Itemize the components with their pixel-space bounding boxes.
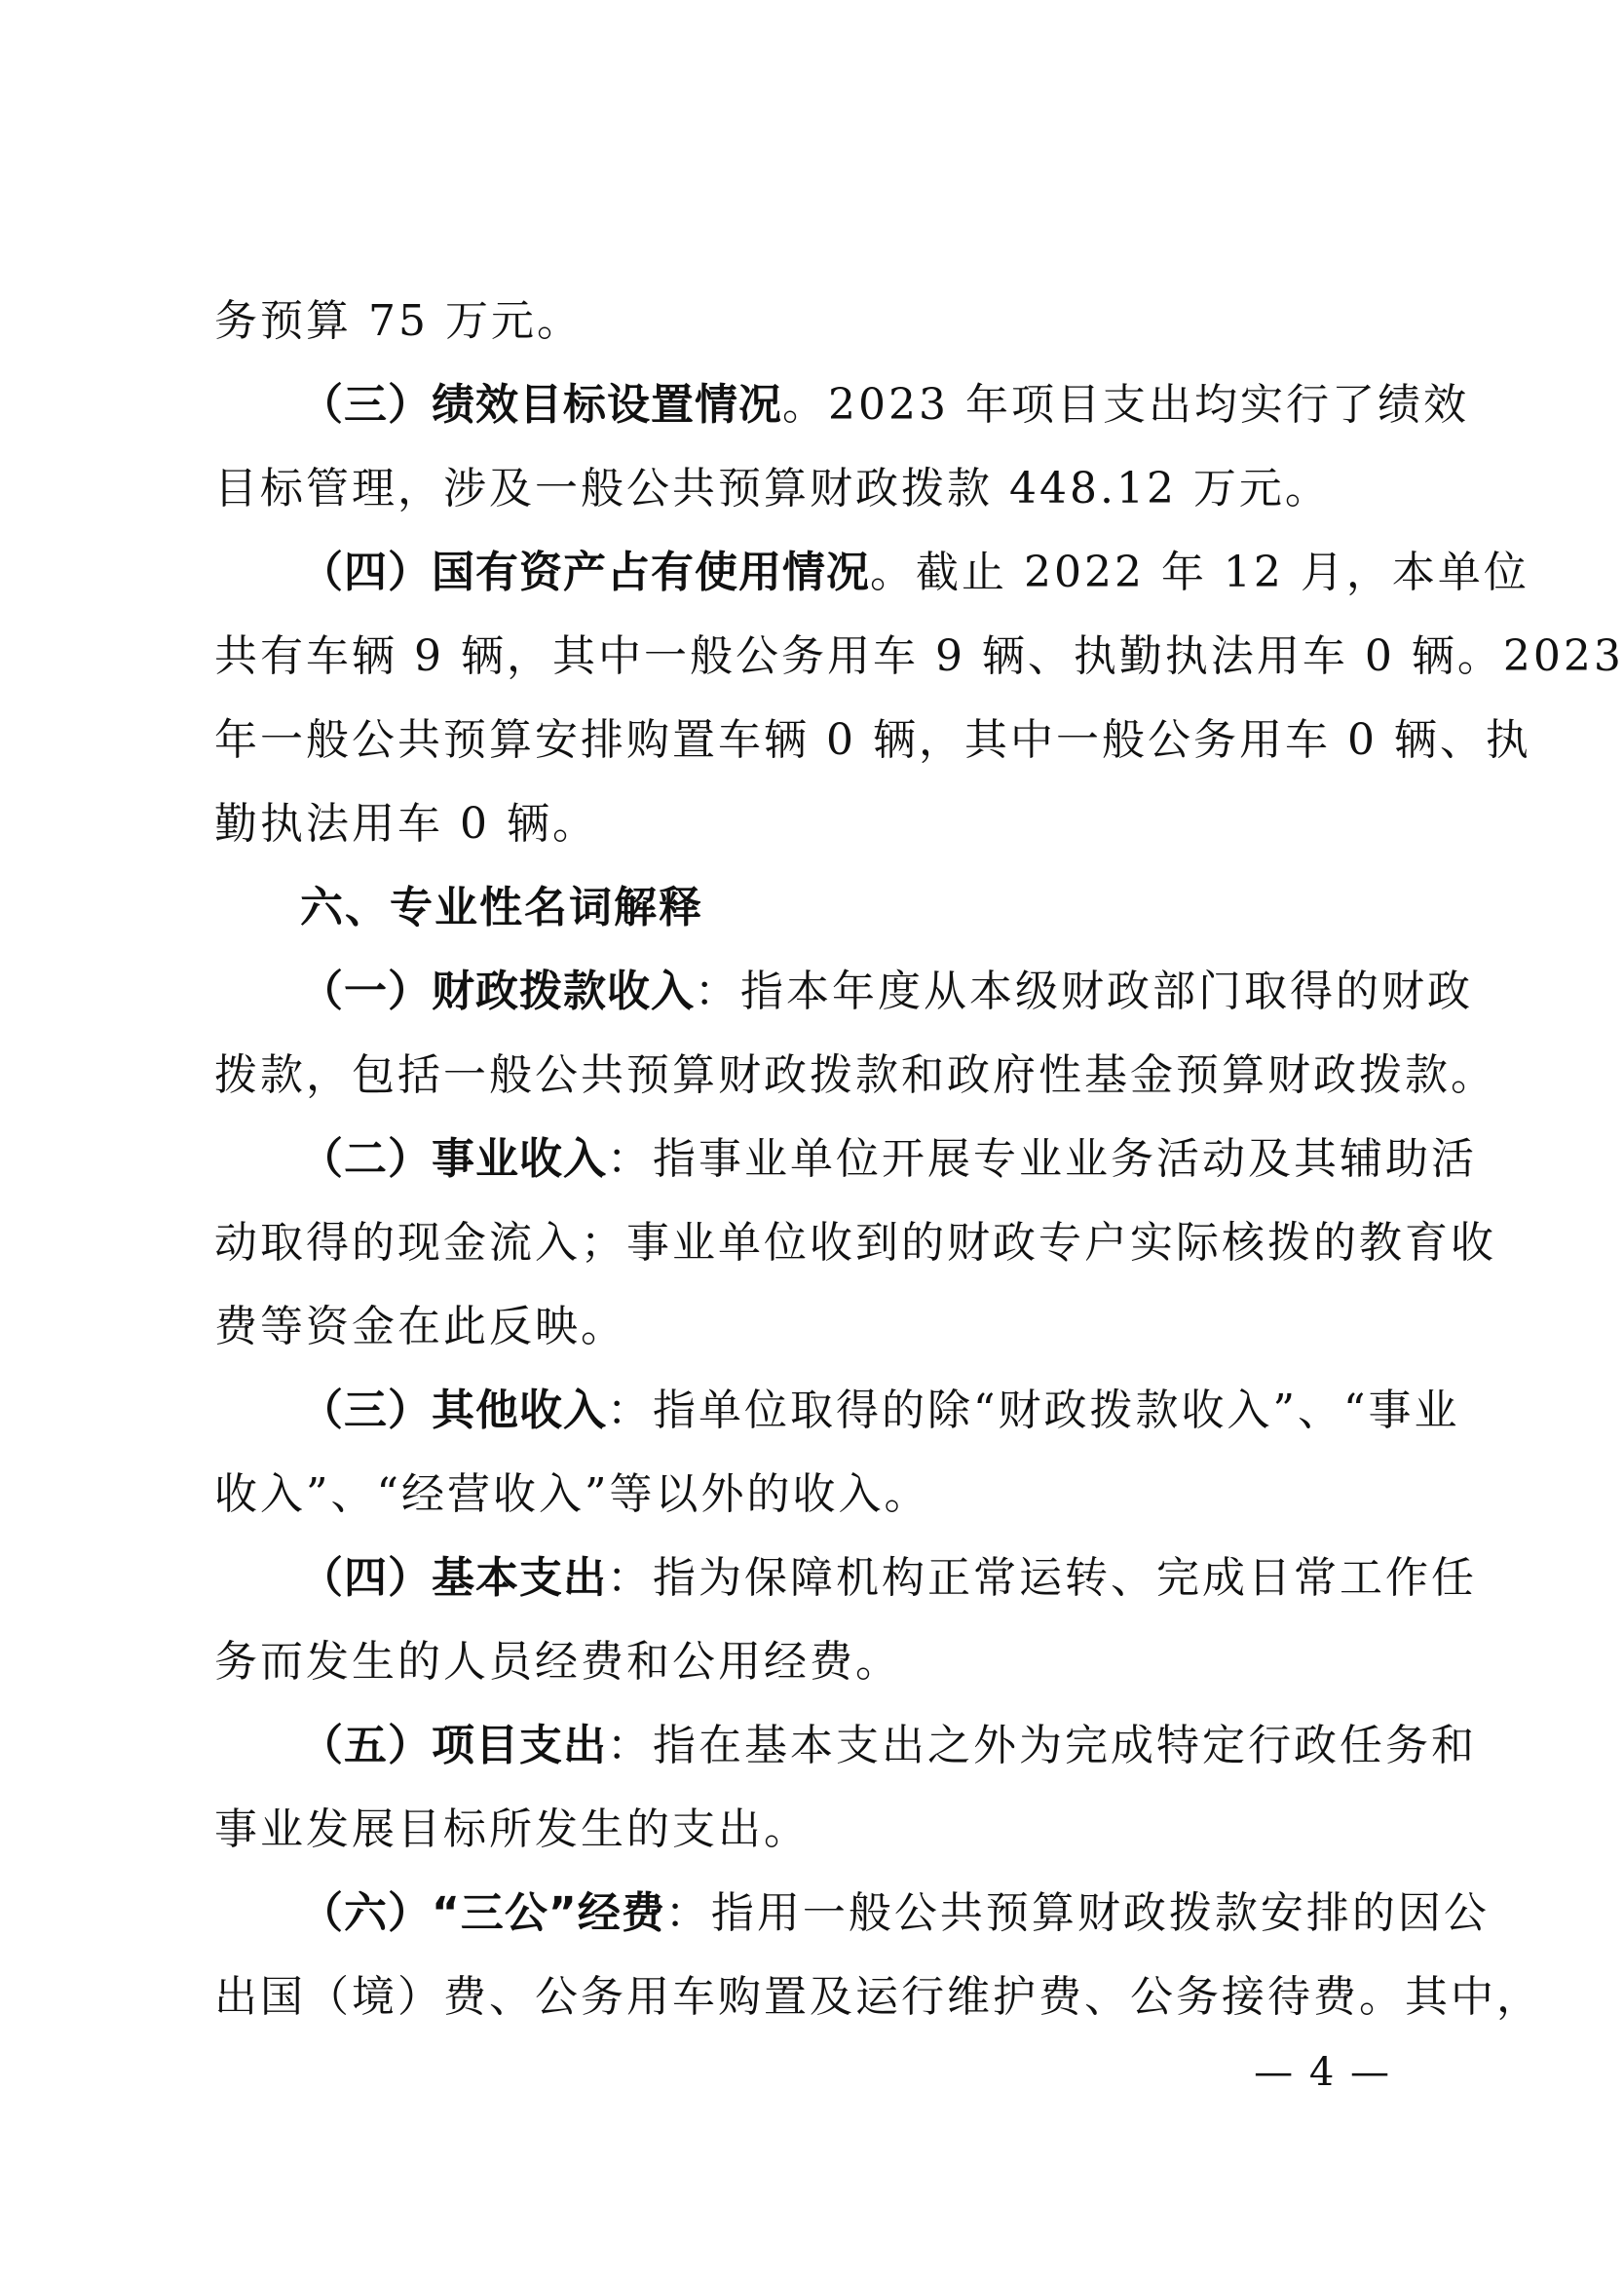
text-run: 事业发展目标所发生的支出。 <box>214 1804 810 1854</box>
text-run: ：指本年度从本级财政部门取得的财政 <box>695 967 1473 1016</box>
section-heading: 六、专业性名词解释 <box>300 883 703 932</box>
paragraph-line <box>214 711 1531 795</box>
paragraph-line <box>214 460 1407 544</box>
text-run: ：指为保障机构正常运转、完成日常工作任 <box>607 1553 1477 1603</box>
paragraph-line <box>214 1717 1477 1801</box>
paragraph-line <box>214 1298 1407 1382</box>
text-run: ：指单位取得的除“财政拨款收入”、“事业 <box>607 1386 1460 1435</box>
item-heading: （三）其他收入 <box>300 1386 607 1435</box>
text-run: 务而发生的人员经费和公用经费。 <box>214 1637 901 1687</box>
item-heading: （五）项目支出 <box>300 1721 607 1770</box>
paragraph-line <box>214 544 1530 627</box>
text-run: 。2023 年项目支出均实行了绩效 <box>782 380 1469 430</box>
document-body <box>214 292 1624 2052</box>
text-run: ：指用一般公共预算财政拨款安排的因公 <box>664 1888 1490 1938</box>
item-heading: （六）“三公”经费 <box>300 1888 665 1938</box>
paragraph-line <box>214 1633 1407 1717</box>
page-number: — 4 — <box>1254 2050 1391 2095</box>
paragraph-line <box>214 795 1407 879</box>
item-heading: （一）财政拨款收入 <box>300 967 695 1016</box>
item-heading: （四）国有资产占有使用情况 <box>300 548 870 597</box>
paragraph-line <box>214 1801 1407 1884</box>
paragraph-line <box>214 1549 1477 1633</box>
text-run: 拨款，包括一般公共预算财政拨款和政府性基金预算财政拨款。 <box>214 1050 1496 1100</box>
text-run: 年一般公共预算安排购置车辆 0 辆，其中一般公务用车 0 辆、执 <box>214 715 1531 765</box>
text-run: 目标管理，涉及一般公共预算财政拨款 448.12 万元。 <box>214 464 1331 513</box>
text-run: 勤执法用车 0 辆。 <box>214 799 598 849</box>
text-run: 出国（境）费、公务用车购置及运行维护费、公务接待费。其中， <box>214 1972 1542 2022</box>
paragraph-line <box>214 963 1473 1046</box>
item-heading: （四）基本支出 <box>300 1553 607 1603</box>
paragraph-line <box>214 376 1469 460</box>
paragraph-line <box>214 1382 1460 1465</box>
paragraph-line <box>214 1465 1407 1549</box>
item-heading: （三）绩效目标设置情况 <box>300 380 782 430</box>
paragraph-line <box>214 1214 1496 1298</box>
paragraph-line <box>214 1130 1477 1214</box>
section-heading-line <box>214 879 1407 963</box>
text-run: 共有车辆 9 辆，其中一般公务用车 9 辆、执勤执法用车 0 辆。2023 <box>214 631 1624 681</box>
paragraph-line <box>214 292 1407 376</box>
text-run: 收入”、“经营收入”等以外的收入。 <box>214 1469 930 1519</box>
paragraph-line <box>214 1884 1490 1968</box>
text-run: 务预算 75 万元。 <box>214 296 583 346</box>
paragraph-line <box>214 627 1624 711</box>
text-run: 。截止 2022 年 12 月，本单位 <box>870 548 1530 597</box>
text-run: 费等资金在此反映。 <box>214 1302 626 1351</box>
paragraph-line <box>214 1046 1496 1130</box>
text-run: 动取得的现金流入；事业单位收到的财政专户实际核拨的教育收 <box>214 1218 1496 1268</box>
paragraph-line <box>214 1968 1542 2052</box>
text-run: ：指事业单位开展专业业务活动及其辅助活 <box>607 1134 1477 1184</box>
item-heading: （二）事业收入 <box>300 1134 607 1184</box>
text-run: ：指在基本支出之外为完成特定行政任务和 <box>607 1721 1477 1770</box>
